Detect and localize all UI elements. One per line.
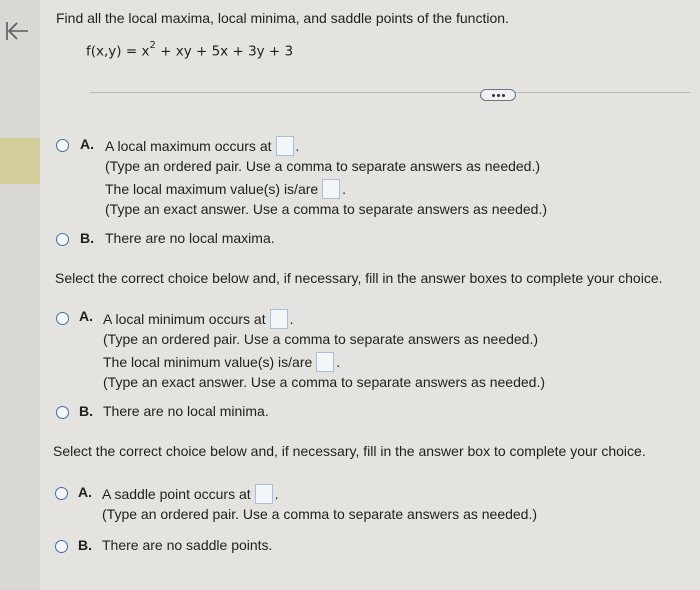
min-value-input[interactable] [316, 352, 334, 372]
max-a-line2: (Type an ordered pair. Use a comma to separate answers as needed.) [105, 158, 541, 174]
choice-letter-min-b: B. [79, 403, 93, 419]
function-lhs: f(x,y) = x [86, 43, 150, 60]
choice-letter-min-a: A. [79, 308, 93, 324]
max-a-value-text: The local maximum value(s) is/are [105, 181, 319, 197]
rail-highlight [0, 138, 40, 184]
divider [90, 92, 690, 93]
more-dots-button[interactable] [480, 89, 516, 101]
choice-letter-max-a: A. [80, 136, 94, 152]
min-a-line2: (Type an ordered pair. Use a comma to separate answers as needed.) [103, 331, 539, 347]
max-a-text: A local maximum occurs at [105, 138, 272, 154]
min-location-input[interactable] [270, 309, 288, 329]
min-instruction: Select the correct choice below and, if necessary, fill in the answer boxes to complete your choice. [55, 270, 663, 286]
min-a-value-text: The local minimum value(s) is/are [103, 354, 313, 370]
max-value-input[interactable] [322, 179, 340, 199]
min-a-text: A local minimum occurs at [103, 311, 266, 327]
period: . [289, 311, 294, 327]
more-dot [502, 94, 505, 97]
radio-saddle-a[interactable] [55, 487, 68, 500]
radio-min-b[interactable] [56, 406, 69, 419]
radio-saddle-b[interactable] [55, 540, 68, 553]
saddle-a-line2: (Type an ordered pair. Use a comma to separate answers as needed.) [102, 506, 538, 522]
max-b-text: There are no local maxima. [105, 230, 275, 246]
min-b-text: There are no local minima. [103, 403, 269, 419]
max-a-line4: (Type an exact answer. Use a comma to separate answers as needed.) [105, 201, 548, 217]
min-a-line3 [103, 352, 340, 372]
radio-max-a[interactable] [56, 139, 69, 152]
period: . [295, 138, 300, 154]
max-a-line3 [105, 179, 346, 199]
saddle-location-input[interactable] [255, 484, 273, 504]
more-dot [497, 94, 500, 97]
period: . [336, 354, 341, 370]
saddle-a-line1 [102, 484, 279, 504]
min-a-line1 [103, 309, 294, 329]
saddle-a-text: A saddle point occurs at [102, 486, 251, 502]
choice-letter-max-b: B. [80, 230, 94, 246]
back-arrow-icon[interactable] [4, 18, 30, 44]
radio-max-b[interactable] [56, 233, 69, 246]
saddle-instruction: Select the correct choice below and, if necessary, fill in the answer box to complete your choice. [53, 443, 646, 459]
choice-letter-saddle-a: A. [78, 484, 92, 500]
min-a-line4: (Type an exact answer. Use a comma to separate answers as needed.) [103, 374, 546, 390]
saddle-b-text: There are no saddle points. [102, 537, 273, 553]
period: . [274, 486, 279, 502]
choice-letter-saddle-b: B. [78, 537, 92, 553]
function-formula [86, 42, 293, 60]
question-prompt: Find all the local maxima, local minima, and saddle points of the function. [56, 10, 509, 26]
more-dots-icon [492, 94, 495, 97]
function-rhs: + xy + 5x + 3y + 3 [155, 43, 294, 60]
function-exponent: 2 [149, 40, 156, 51]
max-a-line1 [105, 136, 299, 156]
question-panel [40, 0, 700, 590]
radio-min-a[interactable] [56, 312, 69, 325]
left-rail [0, 0, 40, 590]
max-location-input[interactable] [276, 136, 294, 156]
period: . [342, 181, 347, 197]
